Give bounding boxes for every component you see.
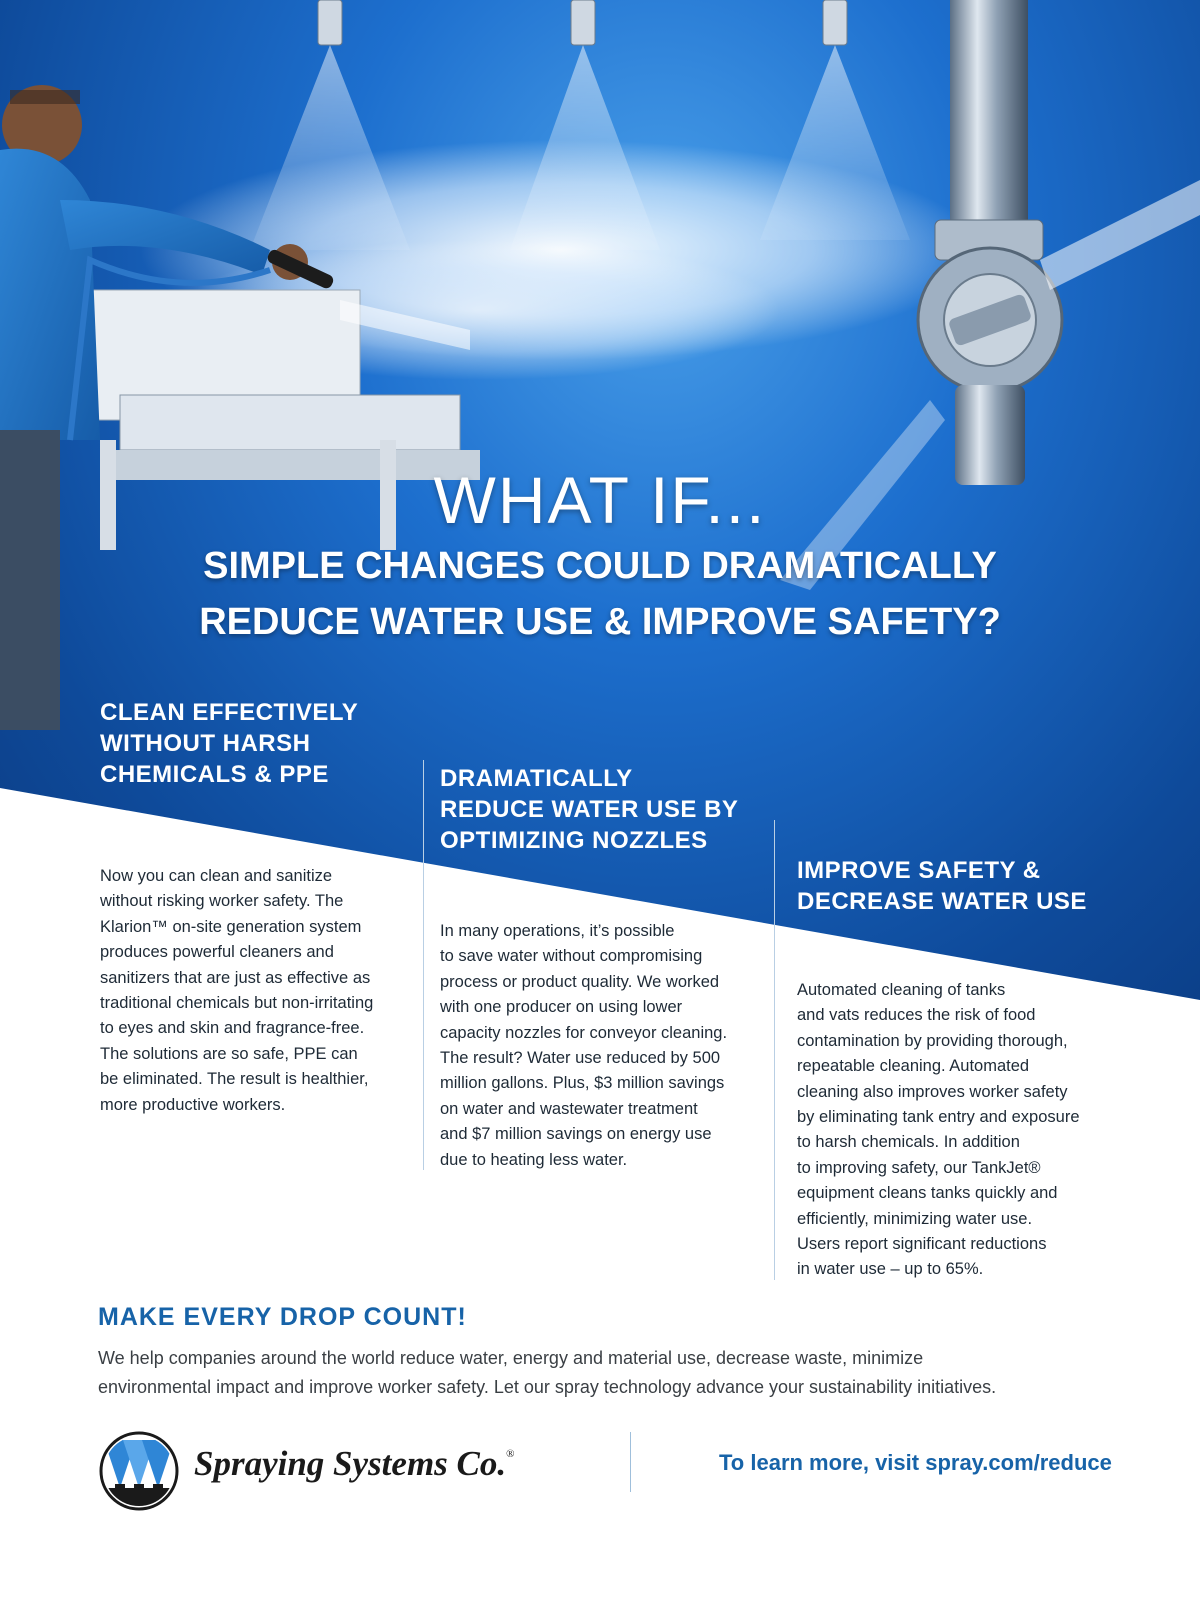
column-2-body [440,919,750,1173]
subhead-line-2: REDUCE WATER USE & IMPROVE SAFETY? [199,601,1001,643]
company-name-text: Spraying Systems Co. [194,1444,507,1483]
body-line: be eliminated. The result is healthier, [100,1070,369,1089]
column-3-title-line: IMPROVE SAFETY & [797,857,1041,884]
body-line: repeatable cleaning. Automated [797,1057,1030,1076]
body-line: to harsh chemicals. In addition [797,1133,1020,1152]
body-line: million gallons. Plus, $3 million savings [440,1074,725,1093]
column-divider [774,820,775,1280]
column-1-title-line: CHEMICALS & PPE [100,761,329,788]
column-3-title [797,855,1087,917]
column-3-body [797,978,1127,1283]
column-1-title-line: CLEAN EFFECTIVELY [100,699,359,726]
spray-logo-icon [98,1430,180,1512]
column-1-body [100,864,400,1118]
body-line: Klarion™ on-site generation system [100,917,362,936]
body-line: The result? Water use reduced by 500 [440,1049,721,1068]
body-line: without risking worker safety. The [100,892,344,911]
body-line: to eyes and skin and fragrance-free. [100,1019,365,1038]
body-line: process or product quality. We worked [440,972,720,991]
column-2-title [440,763,738,856]
column-2-title-line: DRAMATICALLY [440,765,633,792]
body-line: Automated cleaning of tanks [797,981,1006,999]
body-line: to improving safety, our TankJet® [797,1158,1041,1177]
body-line: with one producer on using lower [440,998,683,1017]
headline-what-if: WHAT IF... [433,463,767,537]
registered-mark: ® [506,1448,515,1460]
learn-more-link[interactable]: To learn more, visit spray.com/reduce [719,1450,1112,1475]
cta-body-line: We help companies around the world reduce water, energy and material use, decrease waste, minimize [98,1348,924,1368]
footer-divider [630,1432,631,1492]
body-line: by eliminating tank entry and exposure [797,1108,1080,1127]
body-line: on water and wastewater treatment [440,1099,698,1118]
body-line: In many operations, it’s possible [440,922,675,940]
body-line: capacity nozzles for conveyor cleaning. [440,1023,728,1042]
body-line: traditional chemicals but non-irritating [100,994,374,1013]
body-line: cleaning also improves worker safety [797,1082,1068,1101]
body-line: produces powerful cleaners and [100,943,334,962]
body-line: The solutions are so safe, PPE can [100,1044,358,1063]
column-3-title-line: DECREASE WATER USE [797,888,1087,915]
body-line: in water use – up to 65%. [797,1260,984,1279]
body-line: and $7 million savings on energy use [440,1125,712,1144]
company-name [194,1444,515,1484]
body-line: to save water without compromising [440,947,703,966]
company-logo [98,1430,180,1512]
cta-title: MAKE EVERY DROP COUNT! [98,1303,467,1331]
body-line: sanitizers that are just as effective as [100,968,371,987]
column-2-title-line: OPTIMIZING NOZZLES [440,827,708,854]
body-line: contamination by providing thorough, [797,1031,1068,1050]
cta-body [98,1344,1148,1402]
body-line: due to heating less water. [440,1150,628,1169]
column-1-title [100,697,358,790]
column-2-title-line: REDUCE WATER USE BY [440,796,739,823]
column-1-title-line: WITHOUT HARSH [100,730,311,757]
body-line: Now you can clean and sanitize [100,867,333,885]
cta-body-line: environmental impact and improve worker safety. Let our spray technology advance your sustainability initiatives. [98,1377,997,1397]
body-line: efficiently, minimizing water use. [797,1209,1033,1228]
body-line: equipment cleans tanks quickly and [797,1184,1058,1203]
body-line: Users report significant reductions [797,1235,1047,1254]
subhead-line-1: SIMPLE CHANGES COULD DRAMATICALLY [203,545,997,587]
column-divider [423,760,424,1170]
body-line: and vats reduces the risk of food [797,1006,1036,1025]
body-line: more productive workers. [100,1095,286,1114]
